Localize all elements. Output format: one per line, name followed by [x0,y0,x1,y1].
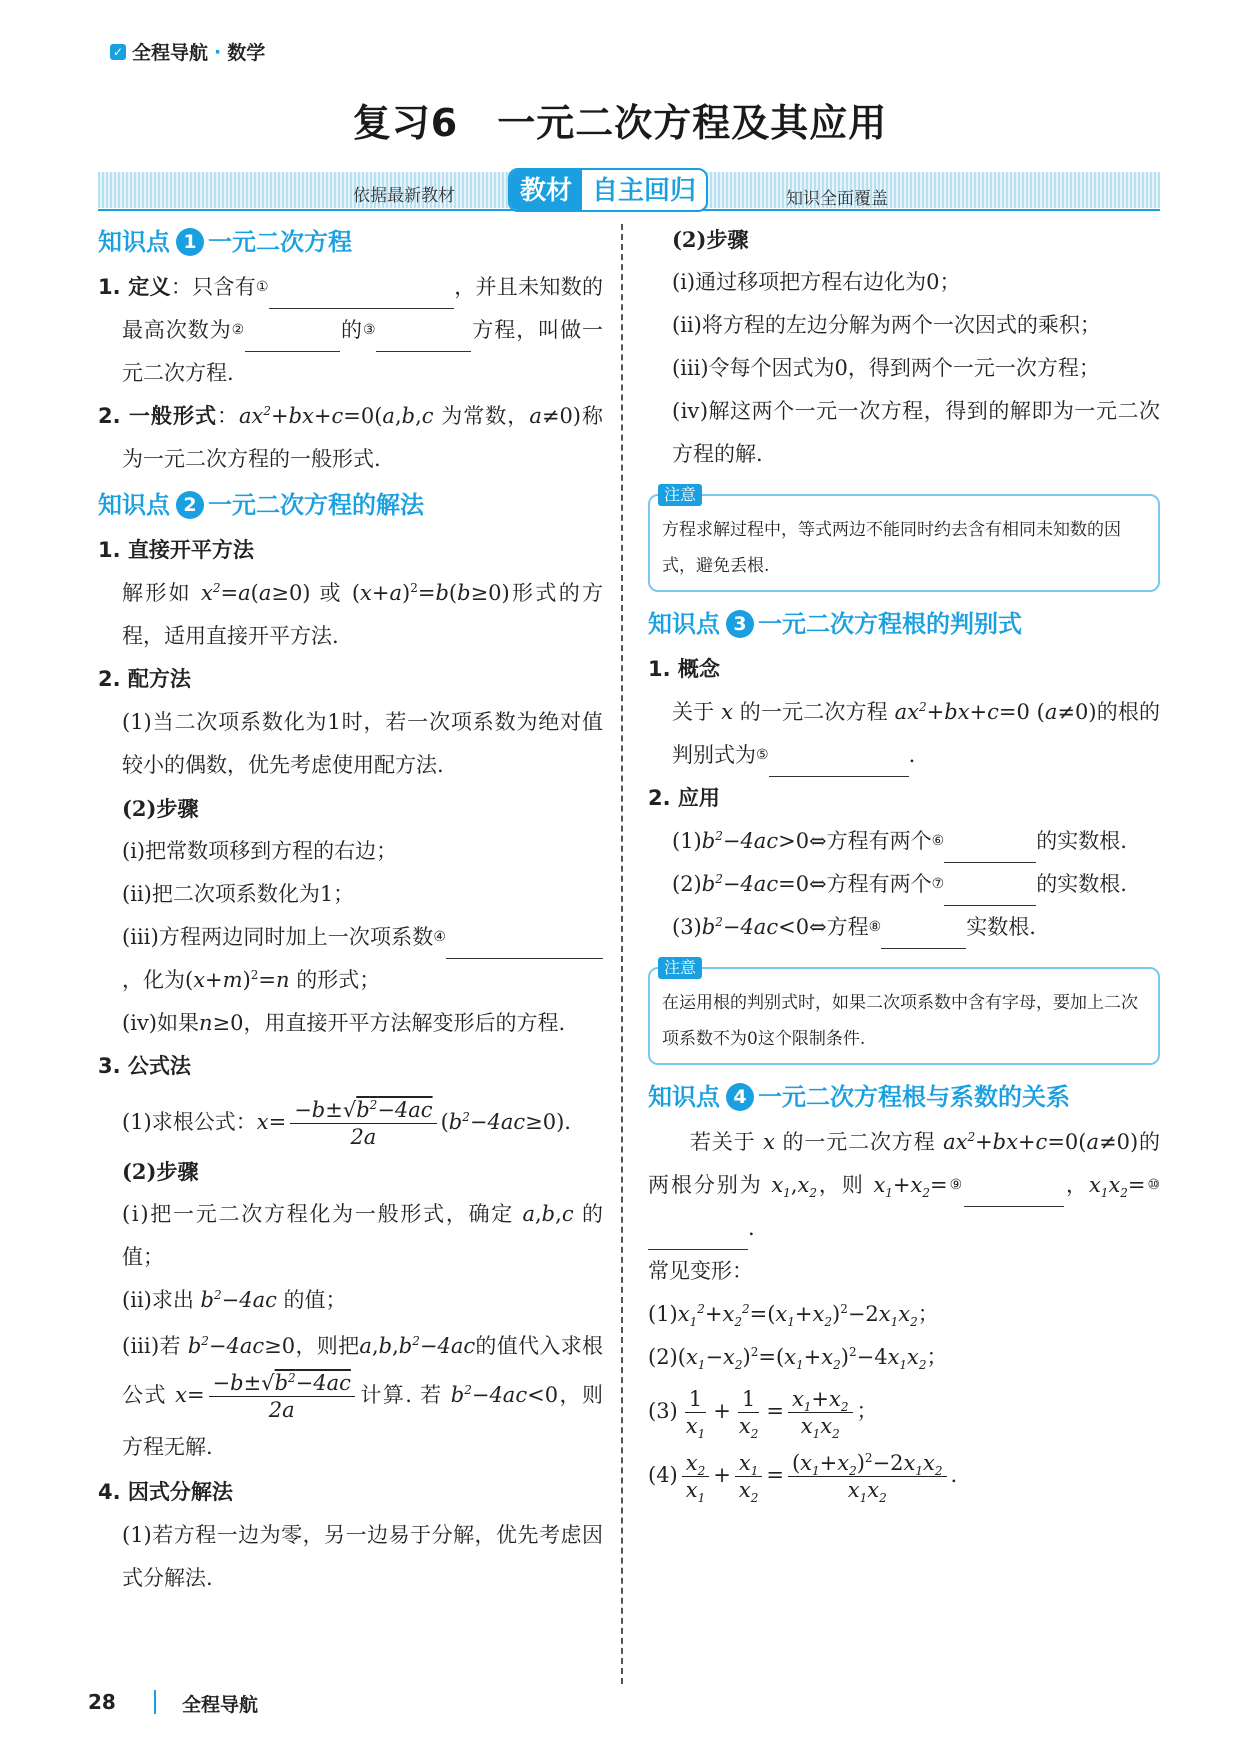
math: a [382,404,395,428]
series-name: 全程导航 [132,42,209,64]
variant-3: (3) $\frac{1}{x_1}$ + $\frac{1}{x_2}$ = $\frac{x_1+x_2}{x_1x_2}$ ； [648,1387,878,1442]
step-text: 的值代入求根公式 [122,1334,604,1407]
discriminant-concept-heading: 1. 概念 [648,657,720,681]
general-form-paragraph: 2. 一般形式：$ax^2+bx+c=0(a,b,c$ 为常数，a≠0)称为一元二次方程的一般形式. [98,404,604,471]
concept-text: 的一元二次方程 [739,700,888,724]
method-4-steps-heading: (2)步骤 [672,227,749,252]
method-3-step-3: (ⅲ)若 $b^2-4ac\ge 0$，则把$a,b,b^2-4ac$的值代入求根公式 x= $\frac{-b\pm√b^2-4ac}{2a}$ 计算. 若 $b^2-4ac<0$，则方程无解. [122,1334,604,1459]
footer-divider [154,1690,156,1714]
method-2-step-3: (ⅲ)方程两边同时加上一次项系数④，化为$(x+m)^2=n$ 的形式； [98,916,603,1002]
kp-label: 知识点 [98,491,170,519]
math: $x_1+x_2$ [775,1302,832,1330]
denominator: $x_1$ [685,1478,706,1506]
application-text: 方程有两个 [826,829,932,853]
application-1: $(1)b^2-4ac>0\Leftrightarrow$方程有两个⑥ 的实数根. [648,820,1160,863]
banner-tag-part1: 教材 [510,170,582,210]
blank-marker: ⑩ [1145,1177,1161,1193]
denominator: $x_1$ [685,1414,706,1442]
blank-2 [245,326,340,352]
banner-right-text: 知识全面覆盖 [786,189,888,209]
kp-number: 1 [176,228,204,256]
blank-4-cont [518,933,603,959]
method-1-text-c: 形式的方程，适用直接开平方法. [122,581,604,648]
definition-text: ，并且未知数的最高次数为 [122,275,604,342]
denominator: 2a [350,1125,377,1149]
math: $x_1x_2$ [1088,1173,1128,1201]
blank-marker: ⑥ [931,833,945,849]
fraction [788,1386,853,1442]
variant-1: $(1)x_1^2+x_2^2=(x_1+x_2)^2-2x_1x_2$； [648,1302,939,1330]
step-text: (ⅳ)如果 [122,1011,199,1035]
formula-label: (1)求根公式： [122,1110,257,1134]
math: $b^2-4ac$ [450,1383,528,1407]
banner-tag [508,168,708,212]
general-form-text: 为常数， [441,404,530,428]
method-4-step-3: (ⅲ)令每个因式为0，得到两个一元一次方程； [672,356,1100,380]
denominator: $x_2$ [738,1414,759,1442]
math: b [541,1202,556,1226]
denominator: $x_2$ [738,1478,759,1506]
note-box-2 [648,958,1160,1065]
definition-text: 方程，叫做一元二次方程. [122,318,604,385]
math: $b^2-4ac$ [701,829,779,853]
blank-marker: ⑦ [931,876,945,892]
application-text: 的实数根. [1036,829,1127,853]
step-text: (ⅰ)把一元二次方程化为一般形式，确定 [122,1202,515,1226]
blank-9 [964,1181,1064,1207]
math: $b^2-4ac$ [701,872,779,896]
math: $x_1+x_2$ [873,1173,931,1201]
kp-number: 2 [176,491,204,519]
math: n [198,1011,213,1035]
application-2: $(2)b^2-4ac=0\Leftrightarrow$方程有两个⑦ 的实数根. [648,863,1160,906]
math: $b^2-4ac$ [187,1334,265,1358]
blank-1 [269,283,454,309]
kp-title: 一元二次方程 [208,228,352,256]
knowledge-point-1 [98,218,603,266]
math: b [378,1334,393,1358]
math: $x_1-x_2$ [685,1345,743,1373]
page-number: 28 [88,1690,116,1714]
numerator: $-b\pm√b^2-4ac$ [209,1370,355,1397]
application-text: 的实数根. [1036,872,1127,896]
general-form-heading: 2. 一般形式 [98,404,217,428]
blank-5 [769,751,909,777]
blank-7 [944,880,1036,906]
method-2-heading: 2. 配方法 [98,667,191,691]
section-banner [98,172,1160,212]
kp-number: 4 [726,1083,754,1111]
math: $x_1+x_2$ [784,1345,841,1373]
math: $x_1x_2$ [878,1302,918,1330]
numerator: 1 [738,1386,759,1413]
blank-marker: ③ [362,322,377,338]
math: $b^2-4ac$ [701,915,779,939]
step-text: 计算. 若 [358,1383,443,1407]
math: x+m [193,968,243,992]
note-tag: 注意 [658,957,702,979]
definition-text: 的 [340,318,363,342]
blank-marker: ⑧ [868,919,882,935]
banner-left-text: 依据最新教材 [353,186,455,206]
method-3-step-2 [98,1279,603,1322]
math: a [258,581,272,605]
math: c [561,1202,574,1226]
vieta-text: 若关于 x 的一元二次方程 $ax^2+bx+c=0(a\ne 0)$的两根分别为 $x_1,x_2$，则 $x_1+x_2=⑨$ ，$x_1x_2=⑩$. [648,1121,1160,1250]
numerator: $x_1$ [735,1450,762,1477]
header-separator: · [214,40,222,63]
math: x [721,700,733,724]
method-4-item-1: (1)若方程一边为零，另一边易于分解，优先考虑因式分解法. [122,1523,603,1590]
general-form-text: 称为一元二次方程的一般形式. [122,404,604,471]
blank-marker: ② [231,322,246,338]
variant-4: (4) $\frac{x_2}{x_1}$ + $\frac{x_1}{x_2}$ = $\frac{(x_1+x_2)^2-2x_1x_2}{x_1x_2}$ . [648,1451,958,1506]
numerator: $-b\pm√b^2-4ac$ [290,1097,436,1124]
blank-6 [944,837,1036,863]
quadratic-formula: (1)求根公式：x= $\frac{-b\pm√b^2-4ac}{2a}$ $(b^2-4ac\ge 0)$. [122,1098,571,1149]
blank-8 [881,923,966,949]
blank-4 [446,933,518,959]
discriminant-application-heading: 2. 应用 [648,786,720,810]
blank-marker: ⑤ [756,747,769,763]
blank-3 [376,326,471,352]
denominator: $x_1x_2$ [800,1414,840,1442]
kp-title: 一元二次方程的解法 [208,491,424,519]
concept-text: 的根的判别式为 [672,700,1161,767]
note-tag: 注意 [658,484,702,506]
method-4-heading: 4. 因式分解法 [98,1480,233,1504]
math: b [435,581,449,605]
method-2-item-1: (1)当二次项系数化为1时，若一次项系数为绝对值较小的偶数，优先考虑使用配方法. [122,710,603,777]
step-text: (ⅲ)若 [122,1334,181,1358]
math: $b^2-4ac$ [398,1334,476,1358]
method-2-steps-heading: (2)步骤 [122,796,199,821]
math: x+a [360,581,402,605]
vieta-text-b: 的一元二次方程 [782,1130,936,1154]
step-text: (ⅲ)方程两边同时加上一次项系数 [122,925,434,949]
kp-title: 一元二次方程根与系数的关系 [758,1083,1070,1111]
step-text: ，化为 [122,968,185,992]
fraction [682,1386,709,1442]
method-1-text: 解形如 $x^2=a(a\ge 0)$ 或 $(x+a)^2=b(b\ge 0)$形式的方程，适用直接开平方法. [122,581,604,648]
fraction [735,1386,762,1442]
blank-marker: ⑨ [947,1177,965,1193]
definition-heading: 1. 定义 [98,275,171,299]
note-text: 方程求解过程中，等式两边不能同时约去含有相同未知数的因式，避免丢根. [662,520,1121,576]
blank-marker: ④ [433,929,446,945]
right-column [648,218,1160,1507]
denominator: 2a [268,1398,295,1422]
blank-marker: ① [256,279,269,295]
step-text: ，则把 [295,1334,360,1358]
method-2-step-2: (ⅱ)把二次项系数化为1； [122,882,355,906]
math: x [175,1383,187,1407]
checkbox-icon: ✓ [110,44,126,60]
method-4-step-1: (ⅰ)通过移项把方程右边化为0； [672,270,961,294]
math: x [256,1110,269,1134]
math: a [359,1334,372,1358]
fraction [682,1450,709,1506]
application-text: 实数根. [966,915,1036,939]
note-box-1 [648,485,1160,592]
numerator: $x_2$ [682,1450,709,1477]
math: a [1044,700,1058,724]
knowledge-point-4 [648,1073,1160,1121]
kp-title: 一元二次方程根的判别式 [758,610,1022,638]
math: $b^2-4ac$ [200,1288,277,1312]
math: $x^2=a$ [201,581,251,605]
math: $ax^2+bx+c$ [943,1130,1048,1154]
vieta-text-a: 若关于 [690,1130,756,1154]
method-1-heading: 1. 直接开平方法 [98,538,254,562]
math: $x_1$ [771,1173,791,1201]
math: a [1086,1130,1100,1154]
column-divider [621,224,623,1684]
step-text: 的值； [283,1288,347,1312]
method-3-steps-heading: (2)步骤 [122,1159,199,1184]
method-2-step-1: (ⅰ)把常数项移到方程的右边； [122,839,398,863]
math: $x_1^2+x_2^2$ [677,1302,750,1330]
application-3: $(3)b^2-4ac<0\Leftrightarrow$方程⑧ 实数根. [648,906,1160,949]
denominator: $x_1x_2$ [847,1478,887,1506]
subject-name: 数学 [227,42,266,64]
math: n [276,968,290,992]
page-header [110,38,265,65]
application-text: 方程有两个 [826,872,932,896]
step-text: ，用直接开平方法解变形后的方程. [243,1011,566,1035]
footer-title: 全程导航 [182,1694,259,1716]
concept-text: 关于 [672,700,715,724]
step-text: (ⅱ)求出 [122,1288,194,1312]
method-1-text-a: 解形如 [122,581,192,605]
math: a [529,404,542,428]
method-4-step-4: (ⅳ)解这两个一元一次方程，得到的解即为一元二次方程的解. [672,399,1160,466]
note-text: 在运用根的判别式时，如果二次项系数中含有字母，要加上二次项系数不为0这个限制条件. [662,993,1138,1049]
math: $x_1x_2$ [887,1345,927,1373]
fraction [735,1450,762,1506]
numerator: $x_1+x_2$ [788,1386,853,1413]
math: x [763,1130,775,1154]
math: $ax^2+bx+c$ [894,700,999,724]
vieta-text-c: 的两根分别为 [648,1130,1161,1197]
formula-fraction [209,1370,355,1423]
step-text: 的值； [122,1202,603,1269]
method-2-step-4: (ⅳ)如果n≥0，用直接开平方法解变形后的方程. [122,1011,566,1035]
method-4-step-2: (ⅱ)将方程的左边分解为两个一次因式的乘积； [672,313,1101,337]
kp-number: 3 [726,610,754,638]
math: a [522,1202,535,1226]
step-text: 的形式； [296,968,381,992]
formula-fraction [290,1097,436,1150]
step-text: ，则方程无解. [122,1383,603,1459]
math: c [421,404,434,428]
method-3-heading: 3. 公式法 [98,1054,191,1078]
kp-label: 知识点 [648,610,720,638]
knowledge-point-2 [98,481,603,529]
knowledge-point-3 [648,600,1160,648]
math: b [401,404,416,428]
math: $x_2$ [797,1173,817,1201]
variant-2: $(2)(x_1-x_2)^2=(x_1+x_2)^2-4x_1x_2$； [648,1345,948,1373]
math: $b^2-4ac$ [448,1110,526,1134]
method-3-step-1: (ⅰ)把一元二次方程化为一般形式，确定 a,b,c 的值； [122,1202,603,1269]
math: $ax^2+bx+c$ [239,404,344,428]
method-1-text-b: 或 [319,581,343,605]
math: b [457,581,471,605]
blank-10 [648,1224,748,1250]
numerator: $(x_1+x_2)^2-2x_1x_2$ [788,1450,947,1477]
page-title: 复习6 一元二次方程及其应用 [352,101,888,145]
common-variants-heading: 常见变形： [648,1259,753,1283]
application-text: 方程 [826,915,869,939]
discriminant-concept-text: 关于 x 的一元二次方程 $ax^2+bx+c=0$ (a≠0)的根的判别式为⑤ . [648,691,1160,777]
vieta-text-d: ，则 [816,1173,865,1197]
kp-label: 知识点 [98,228,170,256]
numerator: 1 [685,1386,706,1413]
kp-label: 知识点 [648,1083,720,1111]
left-column [98,218,603,1600]
definition-text: ：只含有 [170,275,257,299]
definition-paragraph [98,266,603,395]
banner-tag-part2: 自主回归 [592,176,697,206]
